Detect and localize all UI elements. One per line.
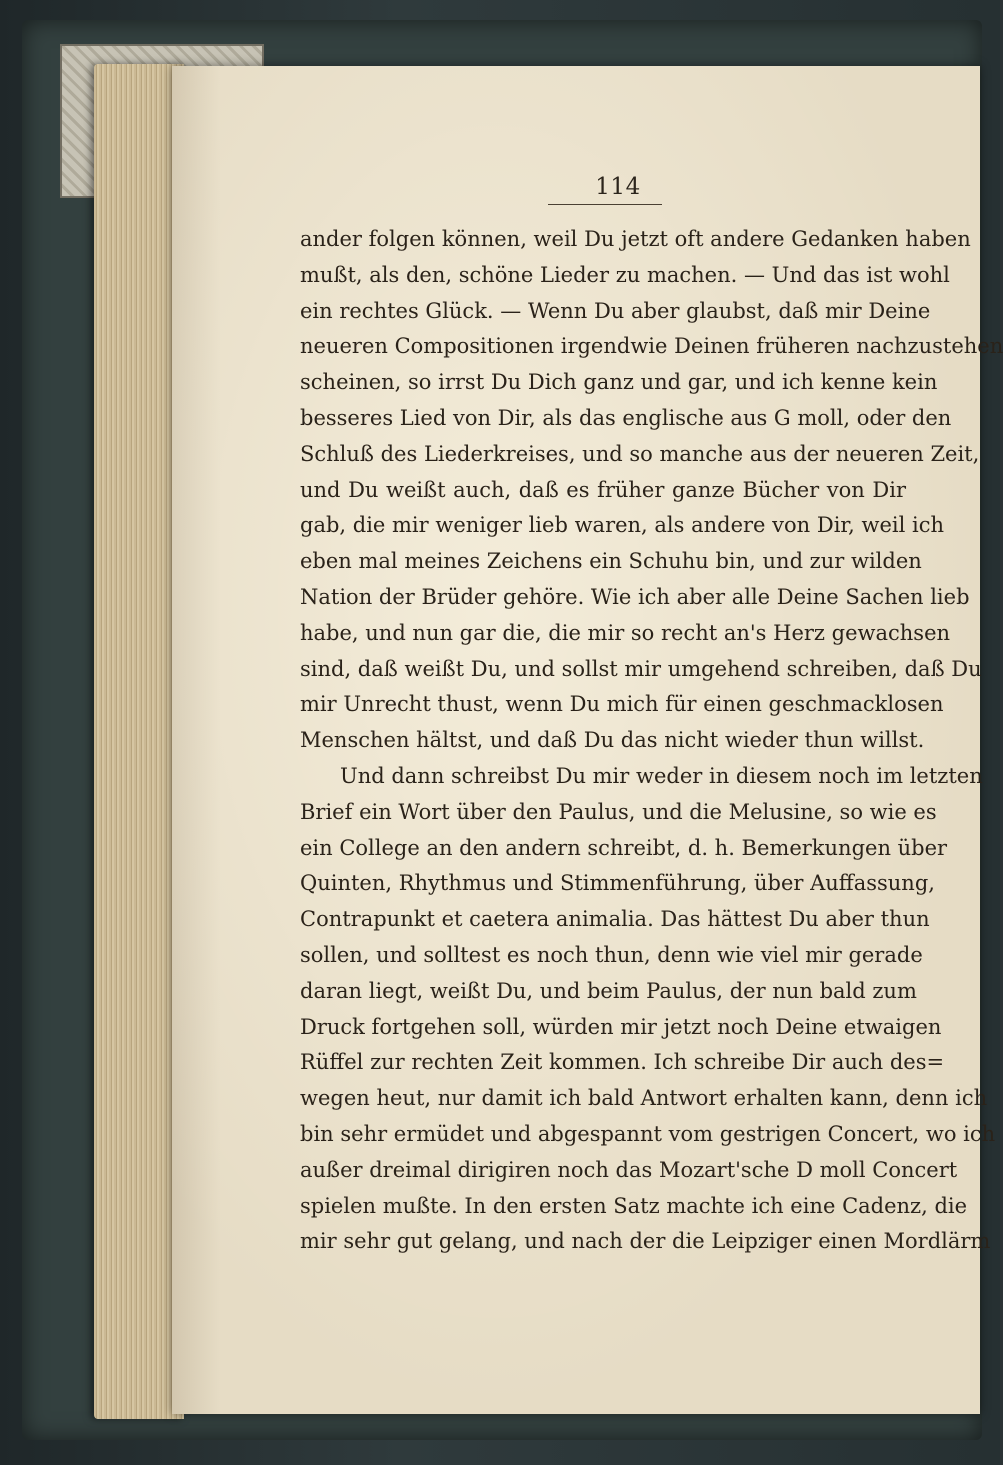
page-number-rule	[548, 204, 662, 205]
text-line: Menschen hältst, und daß Du das nicht wieder thun willst.	[300, 728, 925, 753]
text-line: daran liegt, weißt Du, und beim Paulus, der nun bald zum	[300, 978, 917, 1003]
text-line: scheinen, so irrst Du Dich ganz und gar, und ich kenne kein	[300, 370, 938, 395]
book-page	[172, 66, 1003, 1414]
text-line: sind, daß weißt Du, und sollst mir umgehend schreiben, daß Du	[300, 656, 982, 681]
text-line: besseres Lied von Dir, als das englische aus G moll, oder den	[300, 405, 952, 430]
text-line: mir sehr gut gelang, und nach der die Leipziger einen Mordlärm	[300, 1229, 991, 1254]
page-number: 114	[595, 174, 641, 200]
page-edges	[94, 64, 184, 1419]
text-line: bin sehr ermüdet und abgespannt vom gestrigen Concert, wo ich	[300, 1121, 996, 1146]
text-line: ander folgen können, weil Du jetzt oft andere Gedanken haben	[300, 227, 971, 251]
text-line: ein rechtes Glück. — Wenn Du aber glaubst, daß mir Deine	[300, 298, 931, 323]
text-line: mußt, als den, schöne Lieder zu machen. — Und das ist wohl	[300, 262, 950, 287]
paragraph-2	[300, 759, 996, 1260]
text-line: Rüffel zur rechten Zeit kommen. Ich schreibe Dir auch des=	[300, 1050, 945, 1075]
paragraph-1	[300, 222, 1003, 759]
text-line: ein College an den andern schreibt, d. h. Bemerkungen über	[300, 835, 948, 860]
text-line: Und dann schreibst Du mir weder in diesem noch im letzten	[340, 763, 983, 788]
text-line: mir Unrecht thust, wenn Du mich für einen geschmacklosen	[300, 692, 944, 717]
text-line: Quinten, Rhythmus und Stimmenführung, über Auffassung,	[300, 871, 935, 896]
text-line: neueren Compositionen irgendwie Deinen früheren nachzustehen	[300, 334, 1003, 359]
text-line: Schluß des Liederkreises, und so manche aus der neueren Zeit,	[300, 441, 980, 466]
text-line: und Du weißt auch, daß es früher ganze Bücher von Dir	[300, 477, 906, 502]
text-line: sollen, und solltest es noch thun, denn wie viel mir gerade	[300, 942, 923, 967]
text-line: Druck fortgehen soll, würden mir jetzt noch Deine etwaigen	[300, 1014, 942, 1039]
text-line: eben mal meines Zeichens ein Schuhu bin, und zur wilden	[300, 549, 922, 574]
text-line: Nation der Brüder gehöre. Wie ich aber alle Deine Sachen lieb	[300, 584, 970, 609]
text-line: wegen heut, nur damit ich bald Antwort erhalten kann, denn ich	[300, 1086, 988, 1111]
text-line: spielen mußte. In den ersten Satz machte ich eine Cadenz, die	[300, 1193, 968, 1218]
text-line: Brief ein Wort über den Paulus, und die Melusine, so wie es	[300, 799, 937, 824]
text-line: außer dreimal dirigiren noch das Mozart'sche D moll Concert	[300, 1157, 958, 1182]
text-line: habe, und nun gar die, die mir so recht an's Herz gewachsen	[300, 620, 951, 645]
body-text	[300, 222, 1003, 1260]
text-line: Contrapunkt et caetera animalia. Das hättest Du aber thun	[300, 907, 930, 932]
text-line: gab, die mir weniger lieb waren, als andere von Dir, weil ich	[300, 513, 945, 538]
